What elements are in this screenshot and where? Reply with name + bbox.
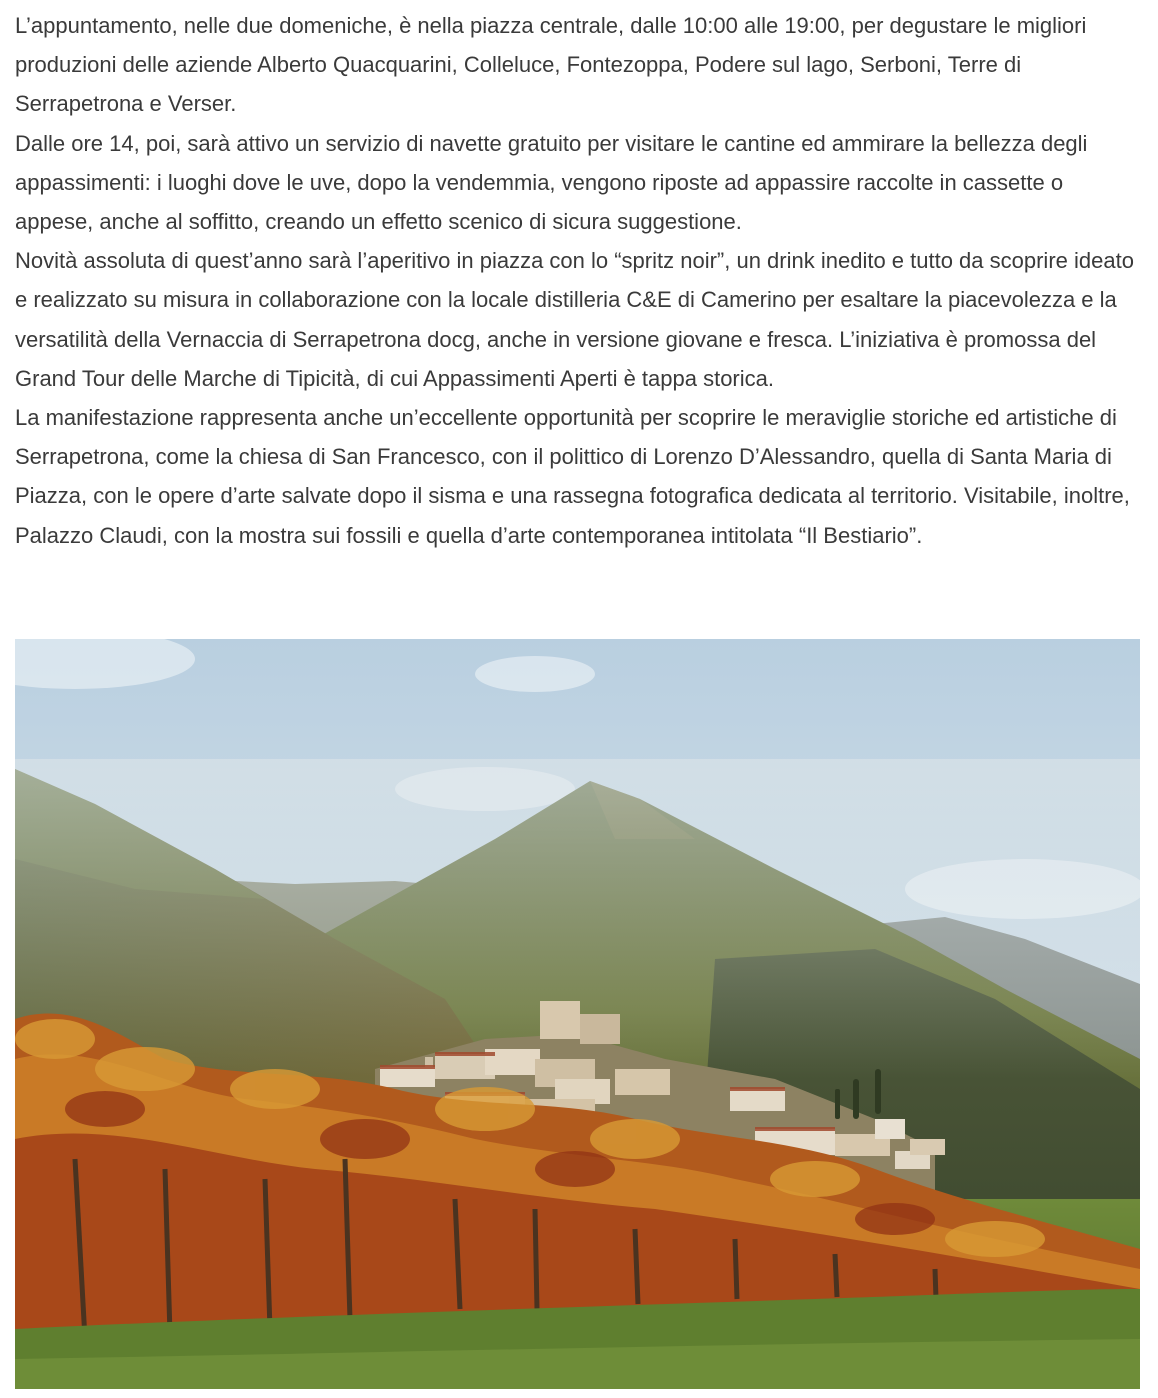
article-paragraph-2: Dalle ore 14, poi, sarà attivo un servizio di navette gratuito per visitare le cantine ed ammirare la bellezza degli appassimenti: i luoghi dove le uve, dopo la vendemmia, vengono riposte ad appassire raccolte in cassette o appese, anche al soffitto, creando un effetto scenico di sicura suggestione.	[15, 130, 1088, 235]
landscape-illustration	[15, 639, 1140, 1389]
article-body	[15, 6, 1143, 555]
article-paragraph-4: La manifestazione rappresenta anche un’eccellente opportunità per scoprire le meraviglie storiche ed artistiche di Serrapetrona, come la chiesa di San Francesco, con il polittico di Lorenzo D’Alessandro, quella di Santa Maria di Piazza, con le opere d’arte salvate dopo il sisma e una rassegna fotografica dedicata al territorio. Visitabile, inoltre, Palazzo Claudi, con la mostra sui fossili e quella d’arte contemporanea intitolata “Il Bestiario”.	[15, 405, 1130, 548]
article-paragraph-3: Novità assoluta di quest’anno sarà l’aperitivo in piazza con lo “spritz noir”, un drink inedito e tutto da scoprire ideato e realizzato su misura in collaborazione con la locale distilleria C&E di Camerino per esaltare la piacevolezza e la versatilità della Vernaccia di Serrapetrona docg, anche in versione giovane e fresca. L’iniziativa è promossa del Grand Tour delle Marche di Tipicità, di cui Appassimenti Aperti è tappa storica.	[15, 248, 1134, 391]
article-photo-landscape	[15, 639, 1140, 1389]
article-paragraph-1: L’appuntamento, nelle due domeniche, è nella piazza centrale, dalle 10:00 alle 19:00, per degustare le migliori produzioni delle aziende Alberto Quacquarini, Colleluce, Fontezoppa, Podere sul lago, Serboni, Terre di Serrapetrona e Verser.	[15, 13, 1087, 117]
